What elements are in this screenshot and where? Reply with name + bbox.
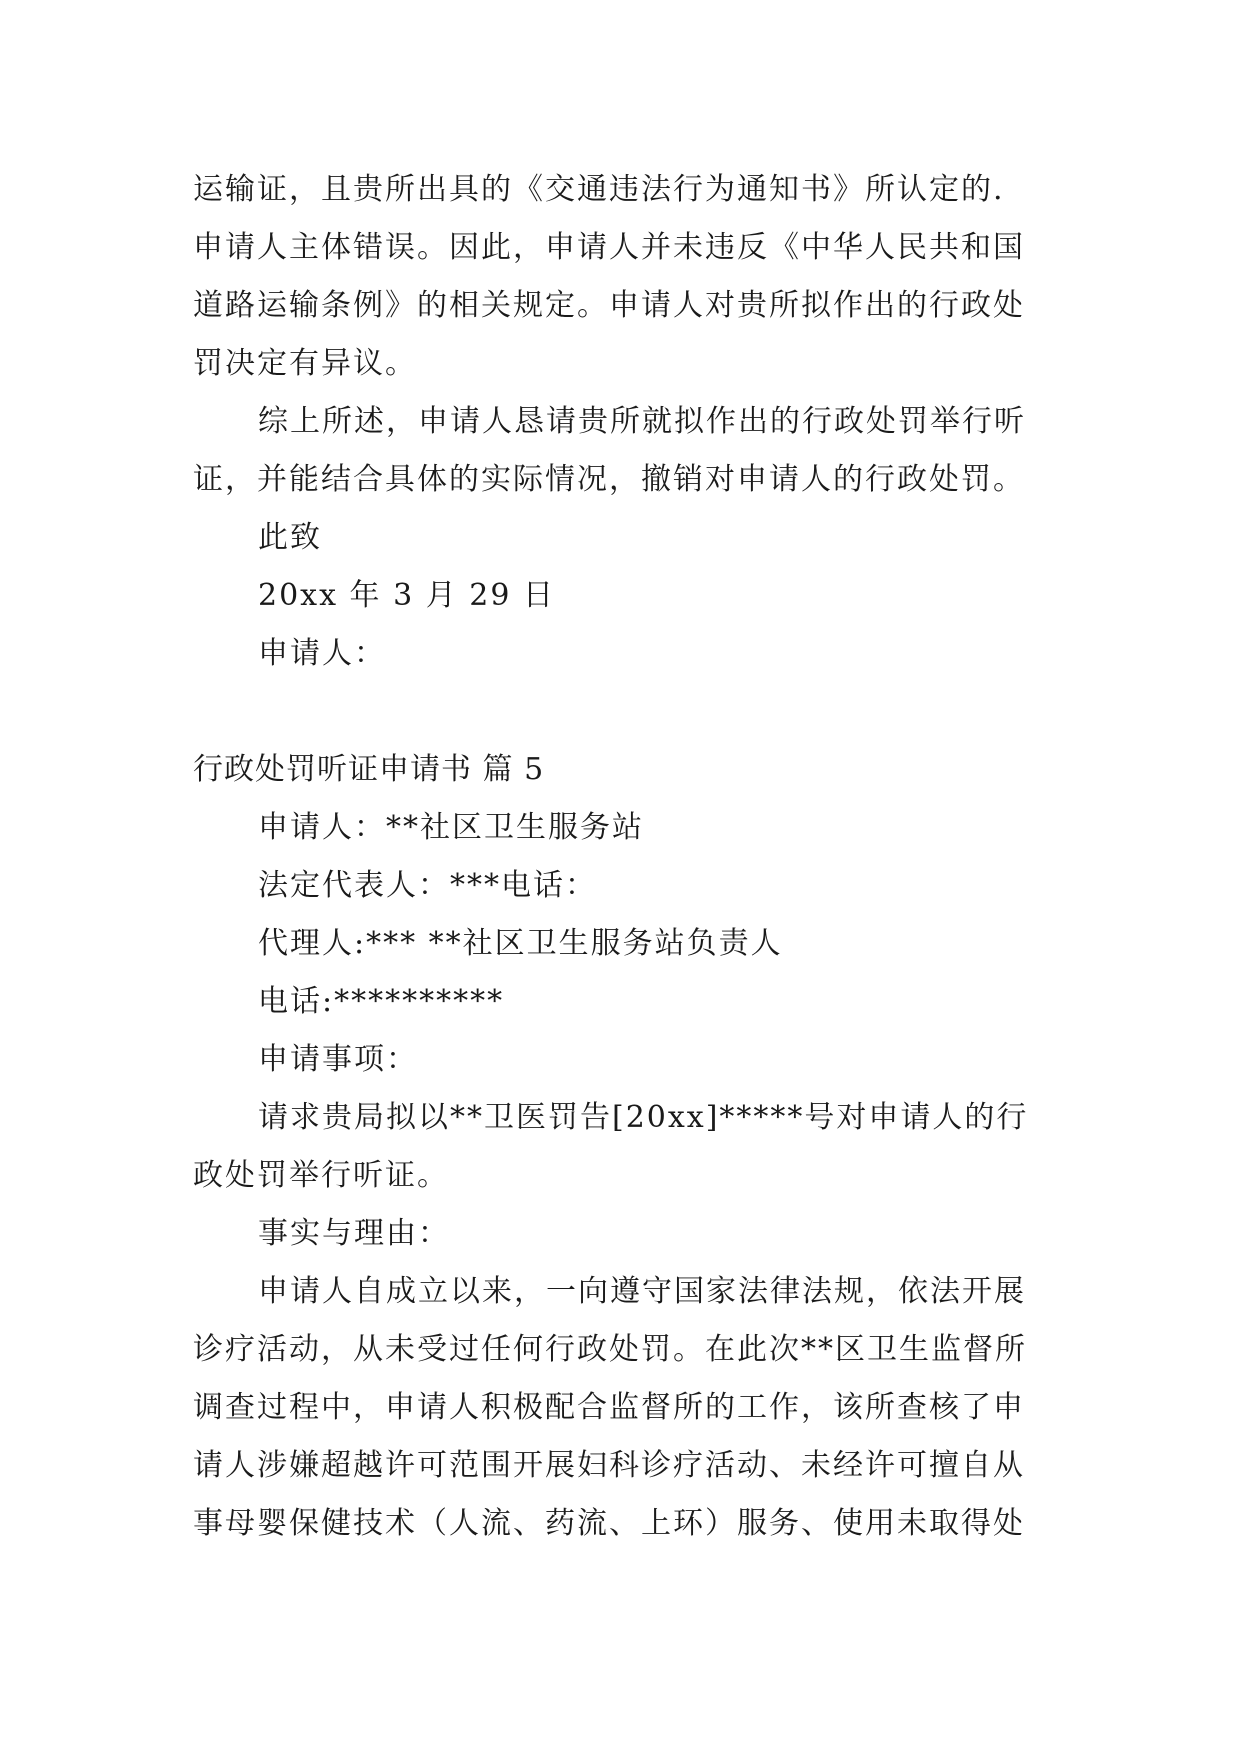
text-line: 诊疗活动，从未受过任何行政处罚。在此次**区卫生监督所 (193, 1332, 1027, 1367)
text-line: 罚决定有异议。 (193, 346, 417, 381)
text-line: 运输证，且贵所出具的《交通违法行为通知书》所认定的. (193, 172, 1005, 207)
text-line: 综上所述，申请人恳请贵所就拟作出的行政处罚举行听 (258, 404, 1026, 439)
text-line: 申请人自成立以来，一向遵守国家法律法规，依法开展 (258, 1274, 1026, 1309)
text-line: 调查过程中，申请人积极配合监督所的工作，该所查核了申 (193, 1390, 1025, 1425)
closing-line: 此致 (258, 520, 322, 555)
text-line: 申请人：**社区卫生服务站 (258, 810, 644, 845)
text-line: 道路运输条例》的相关规定。申请人对贵所拟作出的行政处 (193, 288, 1025, 323)
text-line: 代理人:*** **社区卫生服务站负责人 (258, 926, 783, 961)
date-line: 20xx 年 3 月 29 日 (258, 578, 555, 613)
text-line: 申请事项： (258, 1042, 418, 1077)
text-line: 证，并能结合具体的实际情况，撤销对申请人的行政处罚。 (193, 462, 1025, 497)
text-line: 法定代表人：***电话： (258, 868, 597, 903)
section-heading: 行政处罚听证申请书 篇 5 (193, 752, 545, 787)
text-line: 电话:********** (258, 984, 505, 1019)
text-line: 政处罚举行听证。 (193, 1158, 449, 1193)
text-line: 事实与理由： (258, 1216, 450, 1251)
text-line: 请求贵局拟以**卫医罚告[20xx]*****号对申请人的行 (258, 1100, 1029, 1135)
text-line: 申请人主体错误。因此，申请人并未违反《中华人民共和国 (193, 230, 1025, 265)
text-line: 请人涉嫌超越许可范围开展妇科诊疗活动、未经许可擅自从 (193, 1448, 1025, 1483)
signature-line: 申请人： (258, 636, 386, 671)
text-line: 事母婴保健技术（人流、药流、上环）服务、使用未取得处 (193, 1506, 1025, 1541)
